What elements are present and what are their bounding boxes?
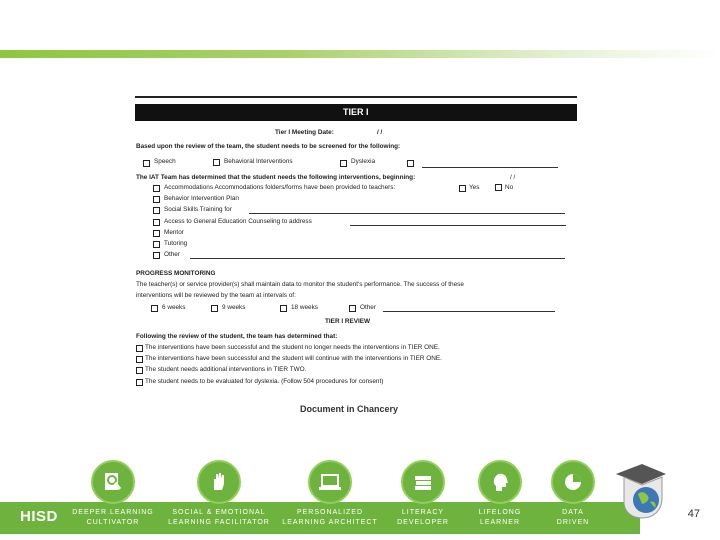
pm-option-18: 18 weeks: [291, 304, 318, 311]
counseling-line[interactable]: [350, 225, 566, 226]
graduate-globe-logo-icon: [612, 458, 668, 520]
screen-option-speech: Speech: [154, 158, 176, 165]
checkbox-dyslexia[interactable]: [340, 160, 347, 167]
pm-option-9: 9 weeks: [222, 304, 246, 311]
checkbox-yes[interactable]: [459, 185, 466, 192]
hand-icon: [197, 460, 241, 504]
checkbox-counseling[interactable]: [153, 219, 160, 226]
pillar-3-line2: LEARNING ARCHITECT: [282, 519, 378, 526]
pm-other-line[interactable]: [383, 311, 555, 312]
pillar-6-line1: DATA: [562, 509, 584, 516]
pm-heading: PROGRESS MONITORING: [136, 270, 216, 277]
checkbox-review-2[interactable]: [136, 356, 143, 363]
magnifier-icon: [91, 460, 135, 504]
intervention-bip: Behavior Intervention Plan: [164, 195, 239, 202]
review-heading: TIER I REVIEW: [325, 318, 371, 325]
hisd-brand: HISD: [20, 508, 58, 525]
pie-chart-icon: [551, 460, 595, 504]
checkbox-pm-other[interactable]: [349, 305, 356, 312]
iat-date: / /: [510, 174, 516, 181]
checkbox-review-1[interactable]: [136, 345, 143, 352]
pillar-2-line1: SOCIAL & EMOTIONAL: [172, 509, 266, 516]
checkbox-accommodations[interactable]: [153, 185, 160, 192]
pillar-6-line2: DRIVEN: [556, 519, 590, 526]
iat-intro: The IAT Team has determined that the student needs the following interventions, beginning:: [136, 174, 416, 181]
yes-label: Yes: [469, 184, 480, 191]
pillar-social-emotional: [159, 460, 279, 528]
checkbox-screen-other[interactable]: [407, 160, 414, 167]
checkbox-review-3[interactable]: [136, 367, 143, 374]
intervention-social-skills: Social Skills Training for: [164, 206, 232, 213]
intervention-other: Other: [164, 251, 180, 258]
pillar-5-line1: LIFELONG: [478, 509, 522, 516]
pm-text-1: The teacher(s) or service provider(s) shall maintain data to monitor the student's performance. The success of these: [136, 281, 464, 288]
no-label: No: [505, 184, 514, 191]
pillar-deeper-learning: [53, 460, 173, 528]
intervention-accommodations: Accommodations Accommodations folders/forms have been provided to teachers:: [164, 184, 396, 191]
review-option-3: The student needs additional interventions in TIER TWO.: [145, 366, 307, 373]
checkbox-behavioral[interactable]: [213, 159, 220, 166]
laptop-icon: [308, 460, 352, 504]
intervention-mentor: Mentor: [164, 229, 184, 236]
pillar-4-line1: LITERACY: [401, 509, 445, 516]
screen-intro: Based upon the review of the team, the student needs to be screened for the following:: [136, 143, 401, 150]
review-intro: Following the review of the student, the team has determined that:: [136, 333, 338, 340]
tier-header: TIER I: [135, 104, 577, 121]
checkbox-no[interactable]: [495, 184, 502, 191]
form-top-rule: [135, 96, 577, 98]
intervention-tutoring: Tutoring: [164, 240, 188, 247]
checkbox-mentor[interactable]: [153, 230, 160, 237]
pillar-4-line2: DEVELOPER: [397, 519, 449, 526]
books-icon: [401, 460, 445, 504]
meeting-date-value: / /: [377, 129, 383, 136]
checkbox-bip[interactable]: [153, 196, 160, 203]
document-in-chancery: Document in Chancery: [300, 404, 399, 414]
pm-option-6: 6 weeks: [162, 304, 186, 311]
checkbox-speech[interactable]: [143, 160, 150, 167]
social-skills-line[interactable]: [249, 213, 565, 214]
checkbox-9-weeks[interactable]: [211, 305, 218, 312]
screen-other-line[interactable]: [422, 167, 558, 168]
pillar-2-line2: LEARNING FACILITATOR: [168, 519, 270, 526]
pm-option-other: Other: [360, 304, 376, 311]
pillar-3-line1: PERSONALIZED: [296, 509, 364, 516]
pillar-1-line1: DEEPER LEARNING: [72, 509, 154, 516]
meeting-date-label: Tier I Meeting Date:: [275, 129, 334, 136]
checkbox-tutoring[interactable]: [153, 241, 160, 248]
review-option-2: The interventions have been successful and the student will continue with the interventions in TIER ONE.: [145, 355, 442, 362]
screen-option-behavioral: Behavioral Interventions: [224, 158, 293, 165]
page-number: 47: [687, 508, 700, 520]
other-line[interactable]: [190, 258, 565, 259]
pillar-1-line2: CULTIVATOR: [86, 519, 140, 526]
review-option-4: The student needs to be evaluated for dyslexia. (Follow 504 procedures for consent): [145, 378, 384, 385]
review-option-1: The interventions have been successful and the student no longer needs the interventions in TIER ONE.: [145, 344, 440, 351]
pm-text-2: interventions will be reviewed by the team at intervals of:: [136, 292, 296, 299]
checkbox-6-weeks[interactable]: [151, 305, 158, 312]
header-accent-bar: [0, 50, 720, 58]
pillar-5-line2: LEARNER: [479, 519, 521, 526]
checkbox-18-weeks[interactable]: [280, 305, 287, 312]
checkbox-social-skills[interactable]: [153, 207, 160, 214]
tier-one-form: [135, 96, 580, 426]
checkbox-other[interactable]: [153, 252, 160, 259]
checkbox-review-4[interactable]: [136, 379, 143, 386]
screen-option-dyslexia: Dyslexia: [351, 158, 376, 165]
intervention-counseling: Access to General Education Counseling to address: [164, 218, 312, 225]
